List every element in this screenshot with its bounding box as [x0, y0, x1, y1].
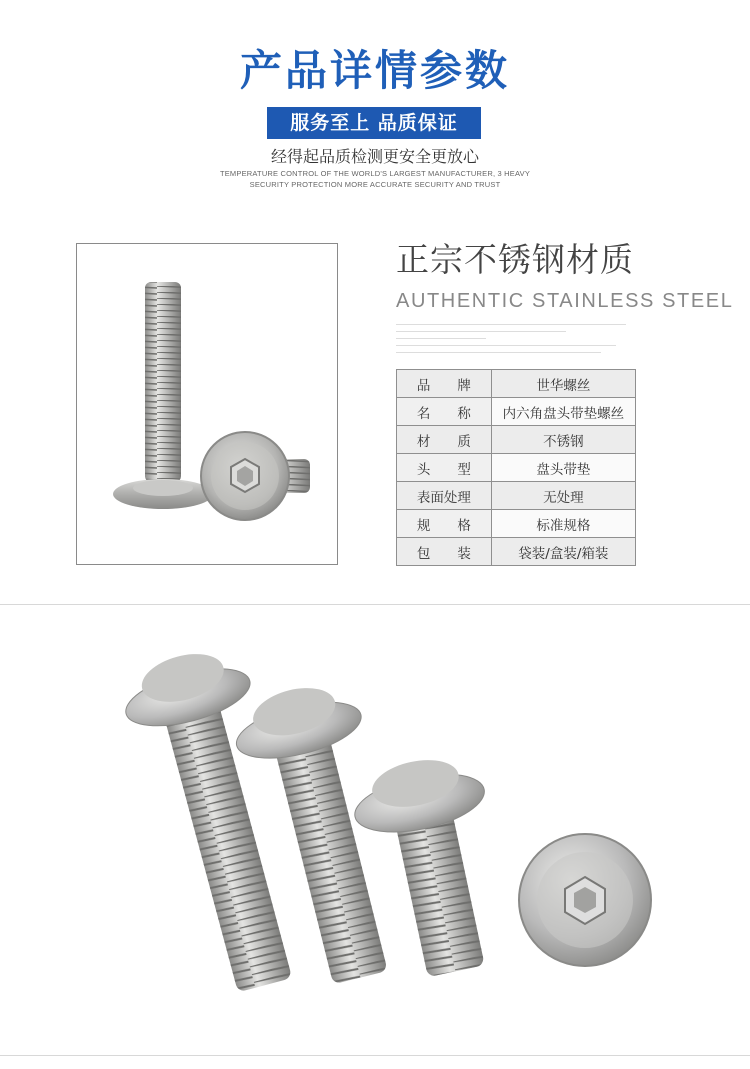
header	[0, 0, 750, 200]
spec-value: 袋装/盒装/箱装	[491, 538, 635, 566]
spec-value: 世华螺丝	[491, 370, 635, 398]
screw-illustration	[77, 244, 338, 565]
spec-value: 内六角盘头带垫螺丝	[491, 398, 635, 426]
table-row	[397, 454, 636, 482]
table-row	[397, 482, 636, 510]
spec-label: 名 称	[397, 398, 492, 426]
product-photo-screw	[76, 243, 338, 565]
material-title-en: AUTHENTIC STAINLESS STEEL	[396, 290, 734, 312]
table-row	[397, 398, 636, 426]
service-badge: 服务至上 品质保证	[267, 107, 481, 139]
table-row	[397, 538, 636, 566]
subtitle-en-line1: TEMPERATURE CONTROL OF THE WORLD'S LARGEST MANUFACTURER, 3 HEAVY	[219, 169, 531, 178]
product-photo-group	[0, 605, 750, 1055]
table-row	[397, 510, 636, 538]
spec-value: 标准规格	[491, 510, 635, 538]
subtitle-en	[215, 168, 535, 190]
spec-value: 盘头带垫	[491, 454, 635, 482]
spec-label: 头 型	[397, 454, 492, 482]
page-title: 产品详情参数	[239, 46, 510, 95]
table-row	[397, 370, 636, 398]
subtitle-en-line2: SECURITY PROTECTION MORE ACCURATE SECURITY AND TRUST	[249, 180, 501, 189]
spec-label: 规 格	[397, 510, 492, 538]
table-row	[397, 426, 636, 454]
spec-label: 表面处理	[397, 482, 492, 510]
spec-value: 无处理	[491, 482, 635, 510]
screws-group-illustration	[0, 605, 750, 1055]
material-title-cn: 正宗不锈钢材质	[396, 240, 634, 279]
spec-label: 包 装	[397, 538, 492, 566]
spec-value: 不锈钢	[491, 426, 635, 454]
decorative-fine-print	[396, 322, 626, 357]
subtitle-cn: 经得起品质检测更安全更放心	[270, 147, 479, 166]
spec-label: 材 质	[397, 426, 492, 454]
spec-table	[396, 369, 636, 566]
section-divider	[0, 1055, 750, 1056]
spec-label: 品 牌	[397, 370, 492, 398]
